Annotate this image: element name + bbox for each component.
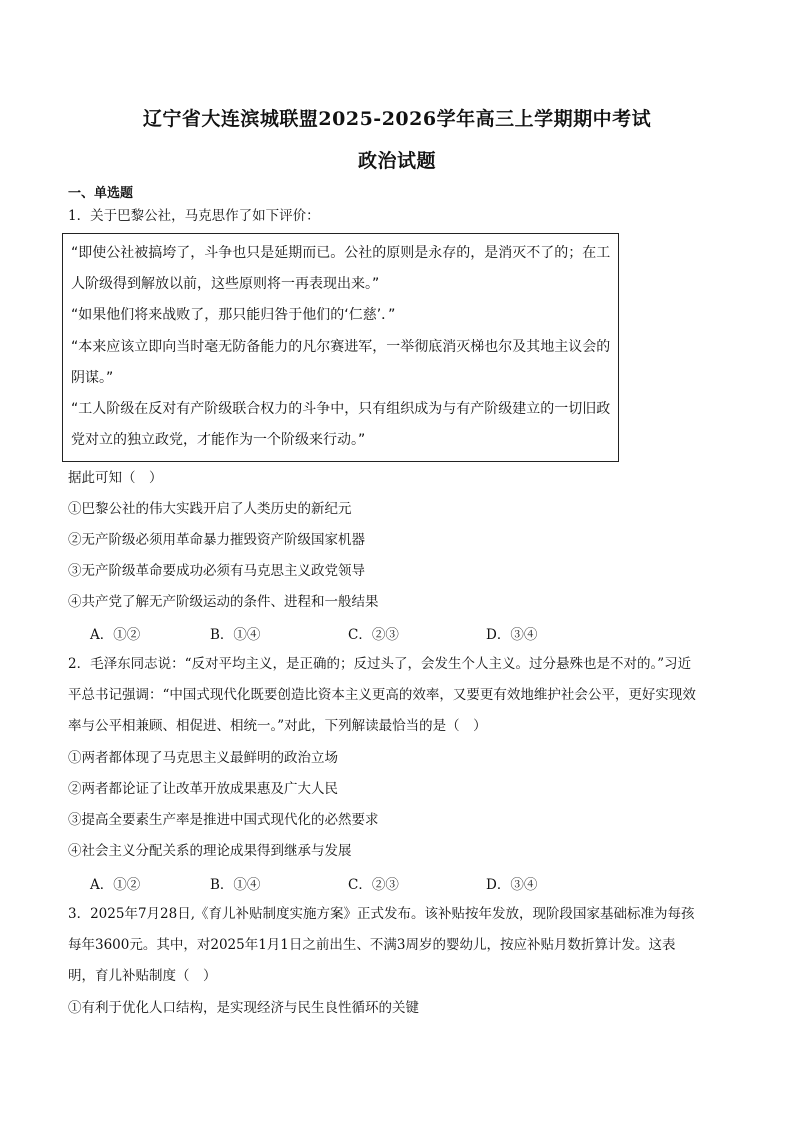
answer-options — [90, 873, 650, 893]
option-b[interactable]: B．①④ — [210, 627, 261, 643]
statement: ①两者都体现了马克思主义最鲜明的政治立场 — [68, 750, 338, 766]
section-heading: 一、单选题 — [68, 186, 134, 201]
statement: ③无产阶级革命要成功必须有马克思主义政党领导 — [68, 563, 365, 579]
question-3-stem: 明，育儿补贴制度（ ） — [68, 968, 217, 984]
answer-options — [90, 623, 650, 643]
statement: ①巴黎公社的伟大实践开启了人类历史的新纪元 — [68, 501, 352, 517]
quote-line: “如果他们将来战败了，那只能归咎于他们的‘仁慈’．” — [71, 307, 396, 323]
question-2-stem: 平总书记强调：“中国式现代化既要创造比资本主义更高的效率，又要更有效地维护社会公平，更好实现效 — [68, 687, 696, 703]
option-a[interactable]: A．①② — [90, 627, 141, 643]
option-c[interactable]: C．②③ — [348, 627, 399, 643]
page-title: 辽宁省大连滨城联盟2025-2026学年高三上学期期中考试 — [142, 108, 652, 130]
statement: ②两者都论证了让改革开放成果惠及广大人民 — [68, 781, 338, 797]
quote-line: 党对立的独立政党，才能作为一个阶级来行动。” — [71, 432, 366, 448]
option-a[interactable]: A．①② — [90, 877, 141, 893]
question-2-stem: 率与公平相兼顾、相促进、相统一。”对此，下列解读最恰当的是（ ） — [68, 718, 487, 734]
question-1-prompt: 据此可知（ ） — [68, 470, 163, 486]
quote-line: 阴谋。” — [71, 370, 114, 386]
page-subtitle: 政治试题 — [357, 150, 436, 172]
quote-line: “本来应该立即向当时毫无防备能力的凡尔赛进军，一举彻底消灭梯也尔及其地主议会的 — [71, 339, 611, 355]
option-d[interactable]: D．③④ — [486, 877, 538, 893]
option-b[interactable]: B．①④ — [210, 877, 261, 893]
question-1-stem: 1．关于巴黎公社，马克思作了如下评价： — [68, 208, 320, 224]
quote-line: 人阶级得到解放以前，这些原则将一再表现出来。” — [71, 276, 380, 292]
question-3-stem: 3．2025年7月28日,《育儿补贴制度实施方案》正式发布。该补贴按年发放，现阶段国家基础标准为每孩 — [68, 906, 695, 922]
statement: ④社会主义分配关系的理论成果得到继承与发展 — [68, 843, 352, 859]
quote-line: “工人阶级在反对有产阶级联合权力的斗争中，只有组织成为与有产阶级建立的一切旧政 — [71, 401, 611, 417]
question-3-stem: 每年3600元。其中，对2025年1月1日之前出生、不满3周岁的婴幼儿，按应补贴月数折算计发。这表 — [68, 937, 676, 953]
statement: ③提高全要素生产率是推进中国式现代化的必然要求 — [68, 812, 379, 828]
option-c[interactable]: C．②③ — [348, 877, 399, 893]
question-2-stem: 2．毛泽东同志说：“反对平均主义，是正确的；反过头了，会发生个人主义。过分悬殊也是不对的。”习近 — [68, 656, 692, 672]
statement: ①有利于优化人口结构，是实现经济与民生良性循环的关键 — [68, 1000, 419, 1016]
quote-line: “即使公社被搞垮了，斗争也只是延期而已。公社的原则是永存的，是消灭不了的；在工 — [71, 245, 611, 261]
statement: ④共产党了解无产阶级运动的条件、进程和一般结果 — [68, 594, 379, 610]
option-d[interactable]: D．③④ — [486, 627, 538, 643]
statement: ②无产阶级必须用革命暴力摧毁资产阶级国家机器 — [68, 532, 365, 548]
